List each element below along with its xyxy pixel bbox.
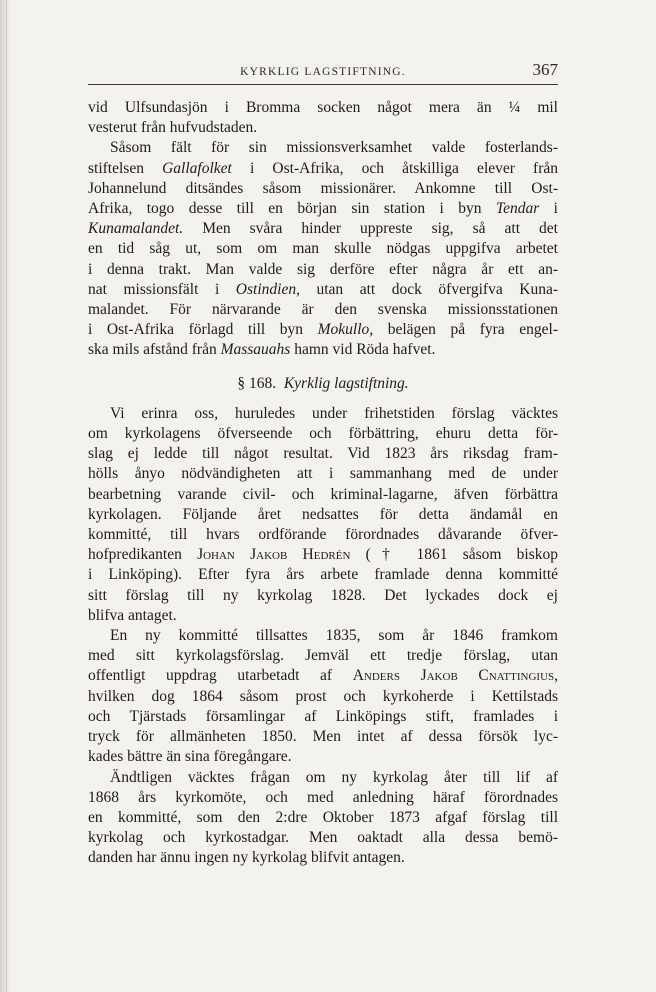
text-line [88, 545, 558, 565]
text-span: Afrika, togo desse till en början sin station i byn [88, 200, 496, 218]
text-line [88, 280, 558, 300]
paragraph-mission [88, 138, 558, 360]
text-line [88, 666, 558, 686]
text-line: vesterut från hufvudstaden. [88, 119, 258, 137]
text-line [88, 219, 558, 239]
text-span: ska mils afstånd från [88, 341, 221, 359]
text-span: i Ost-Afrika förlagd till byn [88, 321, 318, 339]
text-line: slag ej ledde till något resultat. Vid 1823 års riksdag fram- [88, 445, 558, 463]
paragraph-continuation [88, 98, 558, 138]
text-span: stiftelsen [88, 159, 163, 177]
text-line: kyrkolag och kyrkostadgar. Men oaktadt alla dessa bemö- [88, 829, 558, 847]
text-line: Vi erinra oss, huruledes under frihetstiden förslag väcktes [110, 404, 558, 422]
text-span: i Ost-Afrika, och åtskilliga elever från [231, 159, 559, 177]
running-head: KYRKLIG LAGSTIFTNING. [240, 66, 406, 78]
text-line: och Tjärstads församlingar af Linköpings stift, framlades i [88, 707, 558, 725]
text-line: danden har ännu ingen ny kyrkolag blifvit antagen. [88, 849, 405, 867]
text-line: med sitt kyrkolagsförslag. Jemväl ett tredje förslag, utan [88, 647, 558, 665]
section-heading [88, 374, 558, 394]
text-line: malandet. För närvarande är den svenska missionsstationen [88, 301, 558, 319]
emphasis: Kunamalandet. [88, 220, 184, 238]
text-span: i [539, 200, 558, 218]
text-line: Johannelund ditsändes såsom missionärer. Ankomne till Ost- [88, 179, 558, 197]
text-span: nat missionsfält i [88, 280, 236, 298]
text-line: kommitté, till hvars ordförande förordnades dåvarande öfver- [88, 526, 558, 544]
text-line [88, 340, 558, 360]
text-span: hamn vid Röda hafvet. [290, 341, 436, 359]
page-edge-shadow [0, 0, 10, 992]
paragraph-church-law-history [88, 404, 558, 626]
text-line: vid Ulfsundasjön i Bromma socken något mera än ¼ mil [88, 99, 558, 116]
text-line: kades bättre än sina föregångare. [88, 748, 292, 766]
text-span: offentligt uppdrag utarbetadt af [88, 667, 353, 685]
text-line: sitt förslag till ny kyrkolag 1828. Det lyckades dock ej [88, 586, 558, 604]
text-line: i denna trakt. Man valde sig derföre efter några år ett an- [88, 260, 558, 278]
emphasis: Gallafolket [162, 159, 232, 177]
emphasis: Tendar [495, 200, 540, 218]
text-span: belägen på fyra engel- [373, 321, 558, 339]
text-line: En ny kommitté tillsattes 1835, som år 1846 framkom [110, 627, 558, 645]
text-line: i Linköping). Efter fyra års arbete framlade denna kommitté [88, 566, 558, 584]
section-title: Kyrklig lagstiftning. [283, 374, 409, 392]
text-span: hofpredikanten [88, 546, 198, 564]
page-header [88, 58, 558, 82]
text-line: hvilken dog 1864 såsom prost och kyrkoherde i Kettilstads [88, 687, 558, 705]
paragraph-church-meeting-1868 [88, 768, 558, 869]
text-line: Ändtligen väcktes frågan om ny kyrkolag åter till lif af [110, 768, 558, 786]
text-line [88, 159, 558, 179]
emphasis: Massauahs [220, 341, 291, 359]
text-line: bearbetning varande civil- och kriminal-lagarne, äfven förbättra [88, 485, 558, 503]
text-span: († 1861 såsom biskop [350, 546, 559, 564]
paragraph-committee-1835 [88, 626, 558, 767]
emphasis: Ostindien, [235, 280, 300, 298]
text-line: en tid såg ut, som om man skulle nödgas uppgifva arbetet [88, 240, 558, 258]
header-rule [88, 84, 558, 85]
text-line: kyrkolagen. Följande året nedsattes för detta ändamål en [88, 505, 558, 523]
text-line: hölls ånyo nödvändigheten att i sammanhang med de under [88, 465, 558, 483]
text-line: om kyrkolagens öfverseende och förbättring, ehuru detta för- [88, 425, 558, 443]
section-number: § 168. [237, 374, 277, 392]
text-line: Såsom fält för sin missionsverksamhet valde fosterlands- [110, 139, 558, 157]
text-line: tryck för allmänheten 1850. Men intet af dessa försök lyc- [88, 728, 558, 746]
text-span: Men svåra hinder uppreste sig, så att det [183, 220, 558, 238]
text-line [88, 320, 558, 340]
text-line: blifva antaget. [88, 606, 177, 624]
text-line: 1868 års kyrkomöte, och med anledning häraf förordnades [88, 788, 558, 806]
text-line [88, 199, 558, 219]
page-body [88, 98, 558, 869]
person-name: Johan Jakob Hedrén [197, 546, 351, 564]
person-name: Anders Jakob Cnattingius, [352, 667, 558, 685]
page-number: 367 [532, 60, 558, 79]
emphasis: Mokullo, [317, 321, 374, 339]
text-span: utan att dock öfvergifva Kuna- [299, 280, 558, 298]
text-line: en kommitté, som den 2:dre Oktober 1873 afgaf förslag till [88, 808, 558, 826]
